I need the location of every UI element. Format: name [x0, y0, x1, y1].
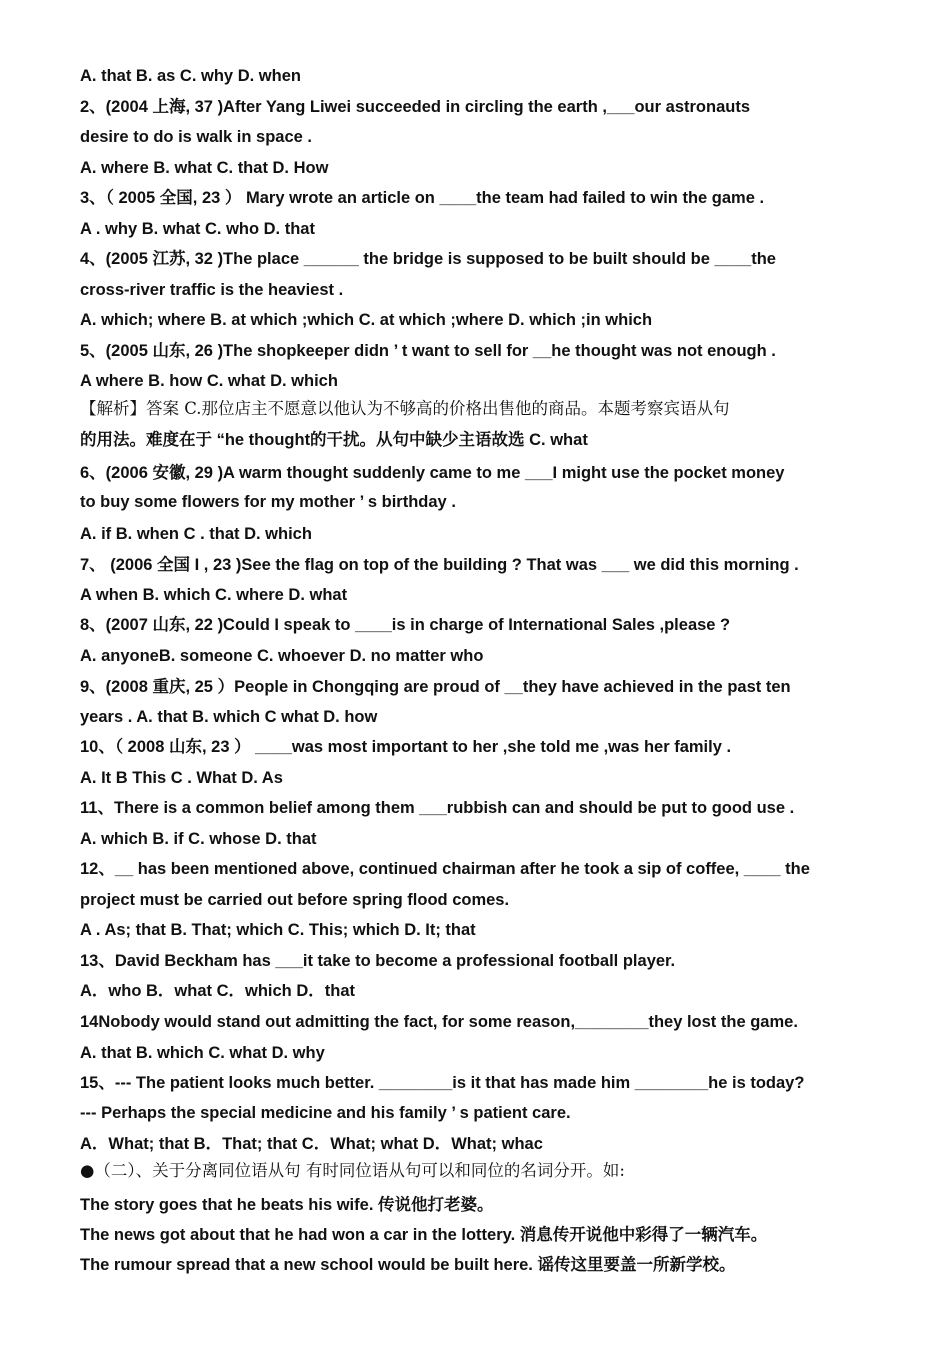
- q14-options: A. that B. which C. what D. why: [80, 1044, 325, 1062]
- q4-options: A. which; where B. at which ;which C. at which ;where D. which ;in which: [80, 311, 653, 329]
- q6-text-line1: 6、(2006 安徽, 29 )A warm thought suddenly came to me ___I might use the pocket money: [80, 464, 785, 482]
- example-sentence-3: The rumour spread that a new school would be built here. 谣传这里要盖一所新学校。: [80, 1256, 736, 1274]
- q11-options: A. which B. if C. whose D. that: [80, 830, 317, 848]
- q5-text: 5、(2005 山东, 26 )The shopkeeper didn ’ t want to sell for __he thought was not enough .: [80, 342, 776, 360]
- q15-options: A．What; that B．That; that C．What; what D．What; whac: [80, 1135, 543, 1153]
- q2-text-line1: 2、(2004 上海, 37 )After Yang Liwei succeeded in circling the earth ,___our astronauts: [80, 98, 750, 116]
- q1-options: A. that B. as C. why D. when: [80, 67, 301, 85]
- q2-text-line2: desire to do is walk in space .: [80, 128, 312, 146]
- q14-text: 14Nobody would stand out admitting the fact, for some reason,________they lost the game.: [80, 1013, 798, 1031]
- example-sentence-2: The news got about that he had won a car in the lottery. 消息传开说他中彩得了一辆汽车。: [80, 1226, 768, 1244]
- section-heading-appositive: ●（二）、关于分离同位语从句 有时同位语从句可以和同位的名词分开。如:: [80, 1161, 625, 1180]
- q15-text-line1: 15、--- The patient looks much better. ________is it that has made him ________he is today?: [80, 1074, 805, 1092]
- q12-text-line1: 12、__ has been mentioned above, continued chairman after he took a sip of coffee, ____ the: [80, 860, 810, 878]
- q15-text-line2: --- Perhaps the special medicine and his family ’ s patient care.: [80, 1104, 571, 1122]
- q13-options: A．who B．what C．which D．that: [80, 982, 355, 1000]
- q5-analysis-line2: 的用法。难度在于 “he thought的干扰。从句中缺少主语故选 C. what: [80, 431, 588, 449]
- q12-options: A . As; that B. That; which C. This; which D. It; that: [80, 921, 476, 939]
- q3-options: A . why B. what C. who D. that: [80, 220, 315, 238]
- q11-text: 11、There is a common belief among them ___rubbish can and should be put to good use .: [80, 799, 795, 817]
- q8-options: A. anyoneB. someone C. whoever D. no matter who: [80, 647, 484, 665]
- q6-text-line2: to buy some flowers for my mother ’ s birthday .: [80, 493, 456, 511]
- q8-text: 8、(2007 山东, 22 )Could I speak to ____is in charge of International Sales ,please ?: [80, 616, 731, 634]
- q10-text: 10、（ 2008 山东, 23 ） ____was most important to her ,she told me ,was her family .: [80, 738, 732, 756]
- example-sentence-1: The story goes that he beats his wife. 传说他打老婆。: [80, 1196, 494, 1214]
- q6-options: A. if B. when C . that D. which: [80, 525, 312, 543]
- q7-options: A when B. which C. where D. what: [80, 586, 348, 604]
- q13-text: 13、David Beckham has ___it take to become a professional football player.: [80, 952, 676, 970]
- q3-text: 3、（ 2005 全国, 23 ） Mary wrote an article on ____the team had failed to win the game .: [80, 189, 765, 207]
- q12-text-line2: project must be carried out before spring flood comes.: [80, 891, 510, 909]
- q5-analysis-line1: 【解析】答案 C.那位店主不愿意以他认为不够高的价格出售他的商品。本题考察宾语从句: [80, 399, 730, 418]
- q9-text-line2: years . A. that B. which C what D. how: [80, 708, 378, 726]
- q4-text-line1: 4、(2005 江苏, 32 )The place ______ the bridge is supposed to be built should be ____the: [80, 250, 776, 268]
- q10-options: A. It B This C . What D. As: [80, 769, 283, 787]
- q9-text-line1: 9、(2008 重庆, 25 ）People in Chongqing are proud of __they have achieved in the past ten: [80, 678, 791, 696]
- q4-text-line2: cross-river traffic is the heaviest .: [80, 281, 344, 299]
- q7-text: 7、 (2006 全国 I , 23 )See the flag on top of the building ? That was ___ we did this morning .: [80, 556, 799, 574]
- q2-options: A. where B. what C. that D. How: [80, 159, 329, 177]
- q5-options: A where B. how C. what D. which: [80, 372, 338, 390]
